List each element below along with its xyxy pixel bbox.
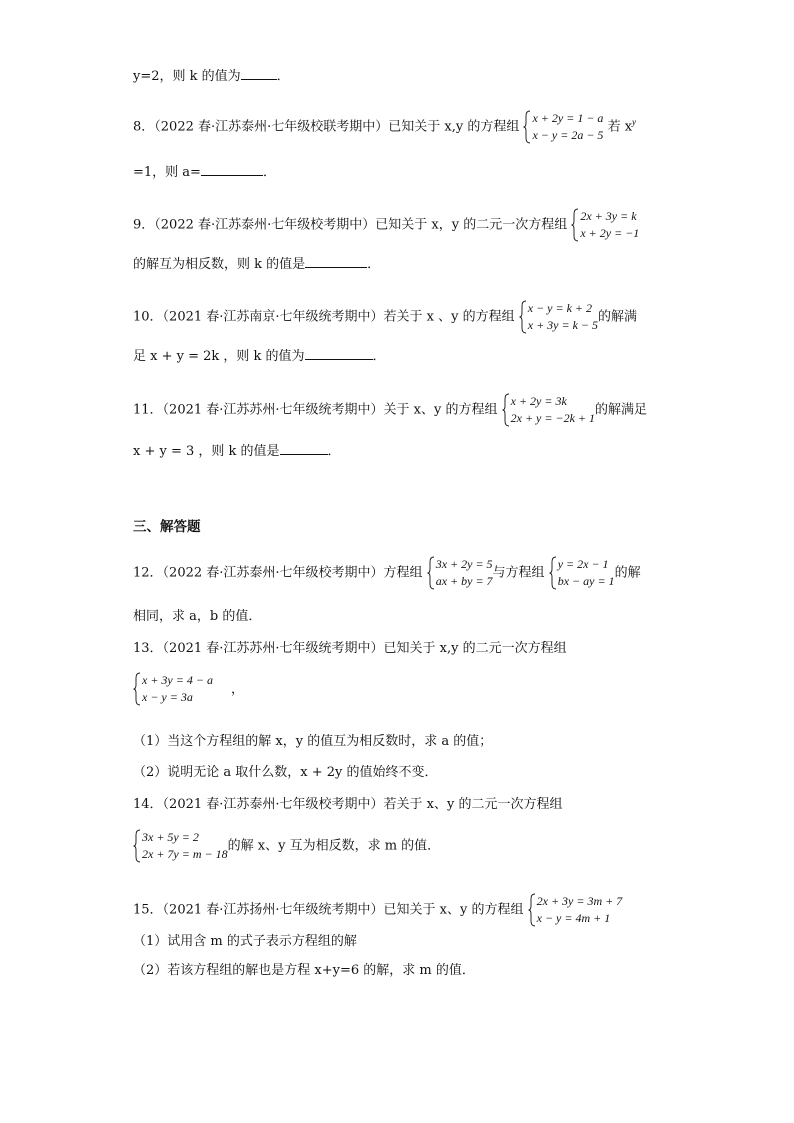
q14-system-line: 3x + 5y = 2 2x + 7y = m − 18 的解 x、y 互为相反数，求 m 的值． — [133, 829, 440, 863]
section-title: 三、解答题 — [133, 519, 201, 535]
q8-continuation: =1，则 a= ． — [133, 165, 276, 180]
q12-source: （2022 春·江苏泰州·七年级校考期中） — [162, 565, 384, 581]
question-9: 9．（2022 春·江苏泰州·七年级校考期中）已知关于 x，y 的二元一次方程组 2x + 3y = k x + 2y = −1 — [133, 209, 640, 240]
q11-source: （2021 春·江苏苏州·七年级统考期中） — [162, 402, 384, 418]
question-13: 13．（2021 春·江苏苏州·七年级统考期中）已知关于 x,y 的二元一次方程组 — [133, 641, 567, 656]
q10-equation-system: x − y = k + 2 x + 3y = k − 5 — [519, 300, 598, 334]
q10-answer-blank[interactable] — [305, 347, 373, 360]
q12-continuation: 相同，求 a，b 的值． — [133, 609, 262, 624]
brace-icon — [528, 893, 536, 927]
brace-icon — [133, 829, 141, 863]
q7-continuation: y=2，则 k 的值为 ． — [133, 69, 290, 84]
q8-answer-blank[interactable] — [201, 163, 263, 176]
q8-equation-system: x + 2y = 1 − a x − y = 2a − 5 — [523, 110, 603, 144]
q13-part-1: （1）当这个方程组的解 x，y 的值互为相反数时，求 a 的值； — [133, 734, 493, 749]
brace-icon — [549, 556, 557, 590]
question-11: 11．（2021 春·江苏苏州·七年级统考期中）关于 x、y 的方程组 x + 2y = 3k 2x + y = −2k + 1 的解满足 — [133, 394, 648, 425]
q7-text: y=2，则 k 的值为 — [133, 69, 241, 84]
q10-continuation: 足 x + y = 2k ，则 k 的值为 ． — [133, 349, 386, 364]
question-12: 12．（2022 春·江苏泰州·七年级校考期中）方程组 3x + 2y = 5 ax + by = 7 与方程组 y = 2x − 1 bx − ay = 1 的解 — [133, 557, 641, 588]
q15-source: （2021 春·江苏扬州·七年级统考期中） — [162, 902, 384, 918]
q12-equation-system-b: y = 2x − 1 bx − ay = 1 — [549, 556, 615, 590]
brace-icon — [427, 556, 435, 590]
q11-continuation: x + y = 3 ，则 k 的值是 ． — [133, 444, 341, 459]
question-14: 14．（2021 春·江苏泰州·七年级校考期中）若关于 x、y 的二元一次方程组 — [133, 797, 563, 812]
q11-equation-system: x + 2y = 3k 2x + y = −2k + 1 — [502, 393, 595, 427]
q13-equation-system: x + 3y = 4 − a x − y = 3a — [133, 672, 213, 706]
brace-icon — [571, 208, 579, 242]
brace-icon — [519, 300, 527, 334]
q14-source: （2021 春·江苏泰州·七年级校考期中） — [162, 797, 384, 812]
question-15: 15．（2021 春·江苏扬州·七年级统考期中）已知关于 x、y 的方程组 2x + 3y = 3m + 7 x − y = 4m + 1 — [133, 894, 623, 925]
q13-system-line: x + 3y = 4 − a x − y = 3a ， — [133, 672, 244, 706]
question-8: 8．（2022 春·江苏泰州·七年级校联考期中）已知关于 x,y 的方程组 x + 2y = 1 − a x − y = 2a − 5 若 $x^y$ — [133, 111, 637, 142]
q12-equation-system-a: 3x + 2y = 5 ax + by = 7 — [427, 556, 493, 590]
q15-part-2: （2）若该方程组的解也是方程 x+y=6 的解，求 m 的值． — [133, 963, 475, 978]
q11-answer-blank[interactable] — [280, 442, 328, 455]
q13-part-2: （2）说明无论 a 取什么数，x + 2y 的值始终不变． — [133, 765, 438, 780]
q13-source: （2021 春·江苏苏州·七年级统考期中） — [162, 641, 384, 656]
brace-icon — [523, 110, 531, 144]
q8-source: （2022 春·江苏泰州·七年级校联考期中） — [154, 119, 389, 135]
q14-equation-system: 3x + 5y = 2 2x + 7y = m − 18 — [133, 829, 228, 863]
q15-equation-system: 2x + 3y = 3m + 7 x − y = 4m + 1 — [528, 893, 623, 927]
brace-icon — [133, 672, 141, 706]
q10-source: （2021 春·江苏南京·七年级统考期中） — [162, 309, 384, 325]
q9-source: （2022 春·江苏泰州·七年级校考期中） — [154, 217, 376, 233]
brace-icon — [502, 393, 510, 427]
q9-equation-system: 2x + 3y = k x + 2y = −1 — [571, 208, 639, 242]
question-10: 10．（2021 春·江苏南京·七年级统考期中）若关于 x 、y 的方程组 x − y = k + 2 x + 3y = k − 5 的解满 — [133, 301, 638, 332]
q9-answer-blank[interactable] — [305, 255, 367, 268]
q9-continuation: 的解互为相反数，则 k 的值是 ． — [133, 257, 381, 272]
q15-part-1: （1）试用含 m 的式子表示方程组的解 — [133, 934, 357, 949]
q7-answer-blank[interactable] — [241, 67, 277, 80]
